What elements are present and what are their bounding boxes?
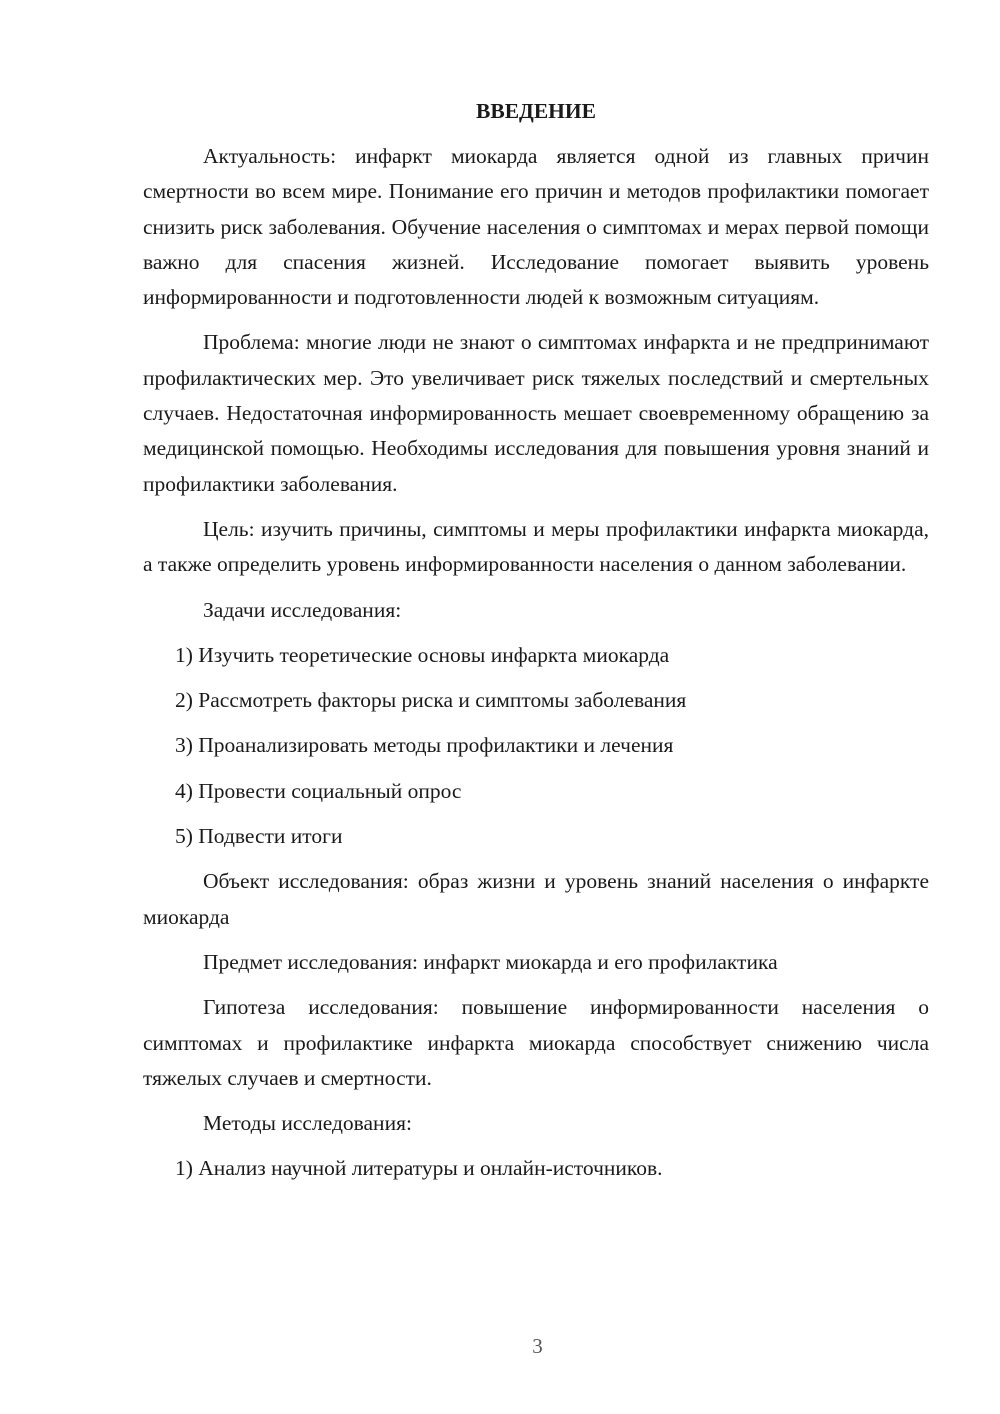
- task-item: 4) Провести социальный опрос: [175, 778, 462, 803]
- relevance-paragraph: Актуальность: инфаркт миокарда является одной из главных причин смертности во всем мире. Понимание его причин и методов профилактики помогает снизить риск заболевания. Обучение населения о симптомах и мерах первой помощи важно для спасения жизней. Исследование помогает выявить уровень информированности и подготовленности людей к возможным ситуациям.: [143, 144, 929, 310]
- goal-paragraph: Цель: изучить причины, симптомы и меры профилактики инфаркта миокарда, а также определить уровень информированности населения о данном заболевании.: [143, 516, 929, 577]
- method-item: 1) Анализ научной литературы и онлайн-источников.: [175, 1156, 663, 1181]
- methods-heading: Методы исследования:: [203, 1111, 412, 1136]
- object-paragraph: Объект исследования: образ жизни и уровень знаний населения о инфаркте миокарда: [143, 869, 929, 929]
- problem-paragraph: Проблема: многие люди не знают о симптомах инфаркта и не предпринимают профилактических мер. Это увеличивает риск тяжелых последствий и смертельных случаев. Недостаточная информированность мешает своевременному обращению за медицинской помощью. Необходимы исследования для повышения уровня знаний и профилактики заболевания.: [143, 330, 929, 496]
- section-title: ВВЕДЕНИЕ: [476, 99, 596, 123]
- tasks-heading: Задачи исследования:: [203, 597, 402, 622]
- task-item: 5) Подвести итоги: [175, 824, 343, 849]
- task-item: 2) Рассмотреть факторы риска и симптомы заболевания: [175, 688, 687, 713]
- subject-paragraph: Предмет исследования: инфаркт миокарда и его профилактика: [203, 949, 778, 974]
- task-item: 3) Проанализировать методы профилактики и лечения: [175, 733, 674, 758]
- task-item: 1) Изучить теоретические основы инфаркта миокарда: [175, 642, 670, 667]
- hypothesis-paragraph: Гипотеза исследования: повышение информированности населения о симптомах и профилактике инфаркта миокарда способствует снижению числа тяжелых случаев и смертности.: [143, 995, 929, 1090]
- document-body: [143, 94, 929, 1197]
- page-number: 3: [532, 1334, 543, 1358]
